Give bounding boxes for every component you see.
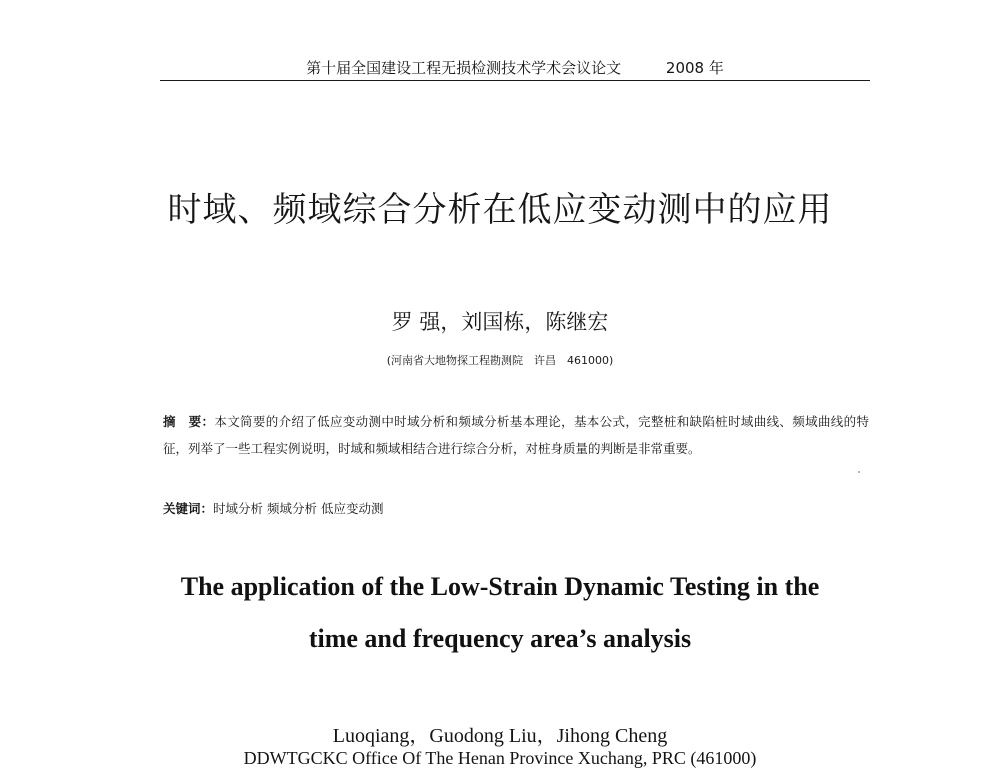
chinese-keywords: [163, 497, 869, 521]
abstract-label: 摘 要：: [163, 414, 215, 429]
english-title-line-1: The application of the Low-Strain Dynamic Testing in the: [180, 572, 820, 601]
running-header: [160, 58, 870, 81]
english-title-line-2: time and frequency area’s analysis: [308, 624, 692, 653]
chinese-affiliation: (河南省大地物探工程勘测院 许昌 461000): [386, 354, 614, 367]
chinese-abstract: [163, 409, 869, 462]
keywords-label: 关键词：: [163, 501, 214, 516]
english-affiliation: DDWTGCKC Office Of The Henan Province Xuchang, PRC (461000): [243, 748, 757, 768]
abstract-text: 本文简要的介绍了低应变动测中时域分析和频域分析基本理论，基本公式，完整桩和缺陷桩时域曲线、频域曲线的特征，列举了一些工程实例说明，时域和频域相结合进行综合分析，对桩身质量的判断是非常重要。: [163, 414, 869, 456]
conference-name: 第十届全国建设工程无损检测技术学术会议论文: [306, 59, 622, 77]
english-authors: Luoqiang，Guodong Liu，Jihong Cheng: [332, 725, 668, 747]
chinese-authors: 罗 强，刘国栋，陈继宏: [391, 310, 609, 334]
chinese-title: 时域、频域综合分析在低应变动测中的应用: [167, 190, 833, 230]
keywords-text: 时域分析 频域分析 低应变动测: [213, 501, 384, 516]
scan-speck: [858, 471, 860, 473]
english-title: [0, 561, 1000, 665]
conference-year: 2008 年: [665, 59, 724, 77]
